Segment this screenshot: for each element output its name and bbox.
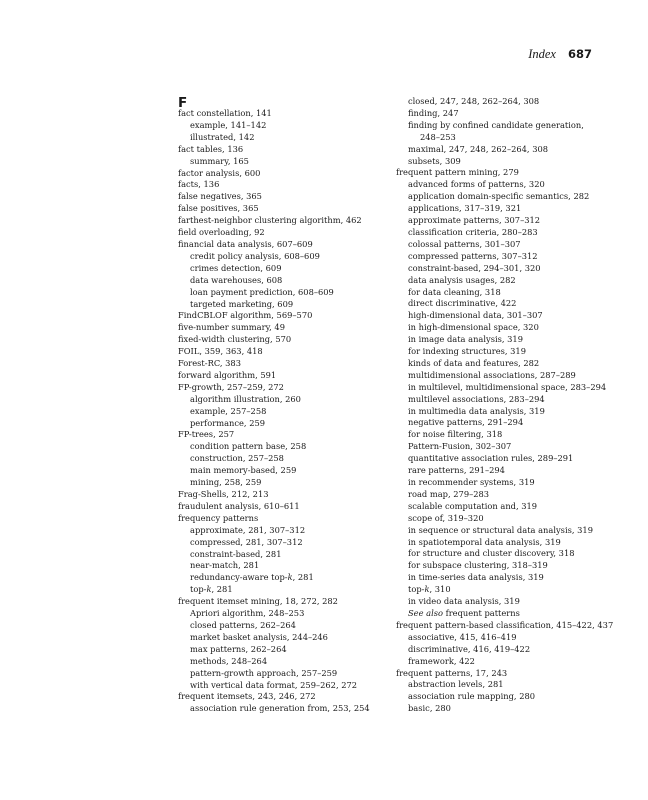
index-entry: FindCBLOF algorithm, 569–570 <box>178 310 313 321</box>
index-entry: kinds of data and features, 282 <box>408 357 540 368</box>
index-entry: framework, 422 <box>408 655 475 666</box>
entry-italic-text: k <box>287 572 293 583</box>
index-entry: frequent itemsets, 243, 246, 272 <box>178 691 316 702</box>
index-entry: FOIL, 359, 363, 418 <box>178 346 263 357</box>
index-entry: scope of, 319–320 <box>408 512 484 523</box>
index-entry: fact constellation, 141 <box>178 108 272 118</box>
index-entry <box>396 608 618 620</box>
right-entry-list <box>396 96 618 715</box>
entry-text: , 281 <box>211 584 233 595</box>
index-entry: closed, 247, 248, 262–264, 308 <box>408 96 540 106</box>
index-entry: classification criteria, 280–283 <box>408 226 538 237</box>
left-entry-list <box>178 108 392 715</box>
index-entry: compressed, 281, 307–312 <box>190 536 303 547</box>
index-entry: data warehouses, 608 <box>190 274 283 285</box>
index-entry: credit policy analysis, 608–609 <box>190 250 320 261</box>
index-entry: association rule generation from, 253, 254 <box>190 703 370 714</box>
index-entry <box>396 584 618 596</box>
index-entry: pattern-growth approach, 257–259 <box>190 667 338 678</box>
index-entry: Forest-RC, 383 <box>178 358 241 369</box>
index-entry: constraint-based, 294–301, 320 <box>408 262 541 273</box>
index-entry: in time-series data analysis, 319 <box>408 572 544 583</box>
index-entry: loan payment prediction, 608–609 <box>190 286 334 297</box>
index-entry: example, 141–142 <box>190 119 267 130</box>
index-entry: summary, 165 <box>190 155 249 166</box>
index-entry: approximate patterns, 307–312 <box>408 215 541 226</box>
index-entry: algorithm illustration, 260 <box>190 393 301 404</box>
index-entry: condition pattern base, 258 <box>190 441 307 452</box>
index-entry: finding by confined candidate generation, <box>408 119 584 130</box>
page-number: 687 <box>567 47 592 61</box>
index-entry: 248–253 <box>420 131 456 142</box>
index-entry: facts, 136 <box>178 179 220 190</box>
index-entry: for data cleaning, 318 <box>408 286 501 297</box>
index-entry: closed patterns, 262–264 <box>190 619 296 630</box>
index-entry: applications, 317–319, 321 <box>408 203 522 214</box>
index-entry: compressed patterns, 307–312 <box>408 250 538 261</box>
index-entry: finding, 247 <box>408 107 459 118</box>
index-entry: crimes detection, 609 <box>190 262 282 273</box>
index-entry: road map, 279–283 <box>408 488 490 499</box>
index-column-right <box>396 96 618 715</box>
index-entry: subsets, 309 <box>408 155 461 166</box>
index-entry: constraint-based, 281 <box>190 548 282 559</box>
index-entry: approximate, 281, 307–312 <box>190 524 306 535</box>
index-entry: main memory-based, 259 <box>190 465 297 476</box>
index-entry: for structure and cluster discovery, 318 <box>408 548 575 559</box>
header-index-word: Index <box>528 47 556 61</box>
index-entry: colossal patterns, 301–307 <box>408 238 521 249</box>
index-entry: five-number summary, 49 <box>178 322 285 333</box>
index-entry: farthest-neighbor clustering algorithm, 462 <box>178 215 362 226</box>
index-entry: multidimensional associations, 287–289 <box>408 369 576 380</box>
index-entry: in multilevel, multidimensional space, 283–294 <box>408 381 607 392</box>
index-entry: FP-trees, 257 <box>178 429 235 440</box>
index-entry: mining, 258, 259 <box>190 477 262 488</box>
index-entry: example, 257–258 <box>190 405 267 416</box>
index-entry: FP-growth, 257–259, 272 <box>178 381 284 392</box>
index-entry: in sequence or structural data analysis, 319 <box>408 524 593 535</box>
index-entry: data analysis usages, 282 <box>408 274 516 285</box>
index-entry: frequency patterns <box>178 512 259 523</box>
index-entry: false negatives, 365 <box>178 191 262 202</box>
running-header <box>528 47 592 62</box>
index-entry: associative, 415, 416–419 <box>408 631 517 642</box>
index-entry: high-dimensional data, 301–307 <box>408 310 543 321</box>
index-column-left <box>178 96 392 715</box>
index-entry: rare patterns, 291–294 <box>408 465 505 476</box>
index-entry: advanced forms of patterns, 320 <box>408 179 545 190</box>
index-entry: factor analysis, 600 <box>178 167 261 178</box>
index-entry: methods, 248–264 <box>190 655 268 666</box>
index-entry: for noise filtering, 318 <box>408 429 503 440</box>
index-entry: frequent itemset mining, 18, 272, 282 <box>178 596 338 607</box>
index-entry: financial data analysis, 607–609 <box>178 238 313 249</box>
index-entry: Apriori algorithm, 248–253 <box>190 608 305 619</box>
index-entry: Frag-Shells, 212, 213 <box>178 489 269 499</box>
index-entry: frequent pattern-based classification, 415–422, 437 <box>396 619 614 630</box>
index-entry: negative patterns, 291–294 <box>408 417 524 428</box>
entry-text: , 281 <box>292 572 314 583</box>
index-entry: construction, 257–258 <box>190 453 284 464</box>
index-entry: market basket analysis, 244–246 <box>190 631 328 642</box>
index-entry: for subspace clustering, 318–319 <box>408 560 548 571</box>
index-entry: abstraction levels, 281 <box>408 679 504 690</box>
entry-italic-text: k <box>206 584 212 595</box>
index-entry: targeted marketing, 609 <box>190 298 294 309</box>
index-entry: forward algorithm, 591 <box>178 369 277 380</box>
index-entry: frequent pattern mining, 279 <box>396 167 519 178</box>
index-entry: fraudulent analysis, 610–611 <box>178 500 300 511</box>
index-entry: quantitative association rules, 289–291 <box>408 453 574 464</box>
index-entry: in multimedia data analysis, 319 <box>408 405 545 416</box>
section-letter: F <box>178 95 188 111</box>
entry-text: top- <box>408 584 425 595</box>
index-entry: illustrated, 142 <box>190 131 255 142</box>
index-entry: frequent patterns, 17, 243 <box>396 667 508 678</box>
entry-italic-text: k <box>424 584 430 595</box>
index-entry: in video data analysis, 319 <box>408 596 520 607</box>
index-entry: in recommender systems, 319 <box>408 477 535 487</box>
index-entry: fact tables, 136 <box>178 143 244 154</box>
index-entry: false positives, 365 <box>178 203 259 214</box>
index-entry: performance, 259 <box>190 417 266 428</box>
index-entry: for indexing structures, 319 <box>408 346 526 357</box>
index-entry <box>178 584 392 596</box>
index-entry: in image data analysis, 319 <box>408 334 523 345</box>
index-entry: field overloading, 92 <box>178 227 265 238</box>
index-entry: basic, 280 <box>408 703 451 714</box>
entry-text: frequent patterns <box>443 607 520 618</box>
index-entry: max patterns, 262–264 <box>190 643 287 654</box>
entry-italic-text: See also <box>408 607 443 618</box>
entry-text: , 310 <box>429 584 451 595</box>
index-entry: association rule mapping, 280 <box>408 691 536 702</box>
index-entry <box>178 572 392 584</box>
index-entry: application domain-specific semantics, 282 <box>408 191 590 202</box>
index-entry: near-match, 281 <box>190 560 260 571</box>
index-entry: scalable computation and, 319 <box>408 500 538 511</box>
index-entry: multilevel associations, 283–294 <box>408 393 545 404</box>
index-entry: fixed-width clustering, 570 <box>178 334 292 345</box>
index-entry: maximal, 247, 248, 262–264, 308 <box>408 143 549 154</box>
index-entry: direct discriminative, 422 <box>408 298 517 309</box>
index-entry: discriminative, 416, 419–422 <box>408 643 531 654</box>
index-entry: Pattern-Fusion, 302–307 <box>408 441 512 452</box>
entry-text: redundancy-aware top- <box>190 572 288 583</box>
index-entry: with vertical data format, 259–262, 272 <box>190 679 358 690</box>
index-entry: in spatiotemporal data analysis, 319 <box>408 536 561 547</box>
entry-text: top- <box>190 584 207 595</box>
index-entry: in high-dimensional space, 320 <box>408 322 539 333</box>
